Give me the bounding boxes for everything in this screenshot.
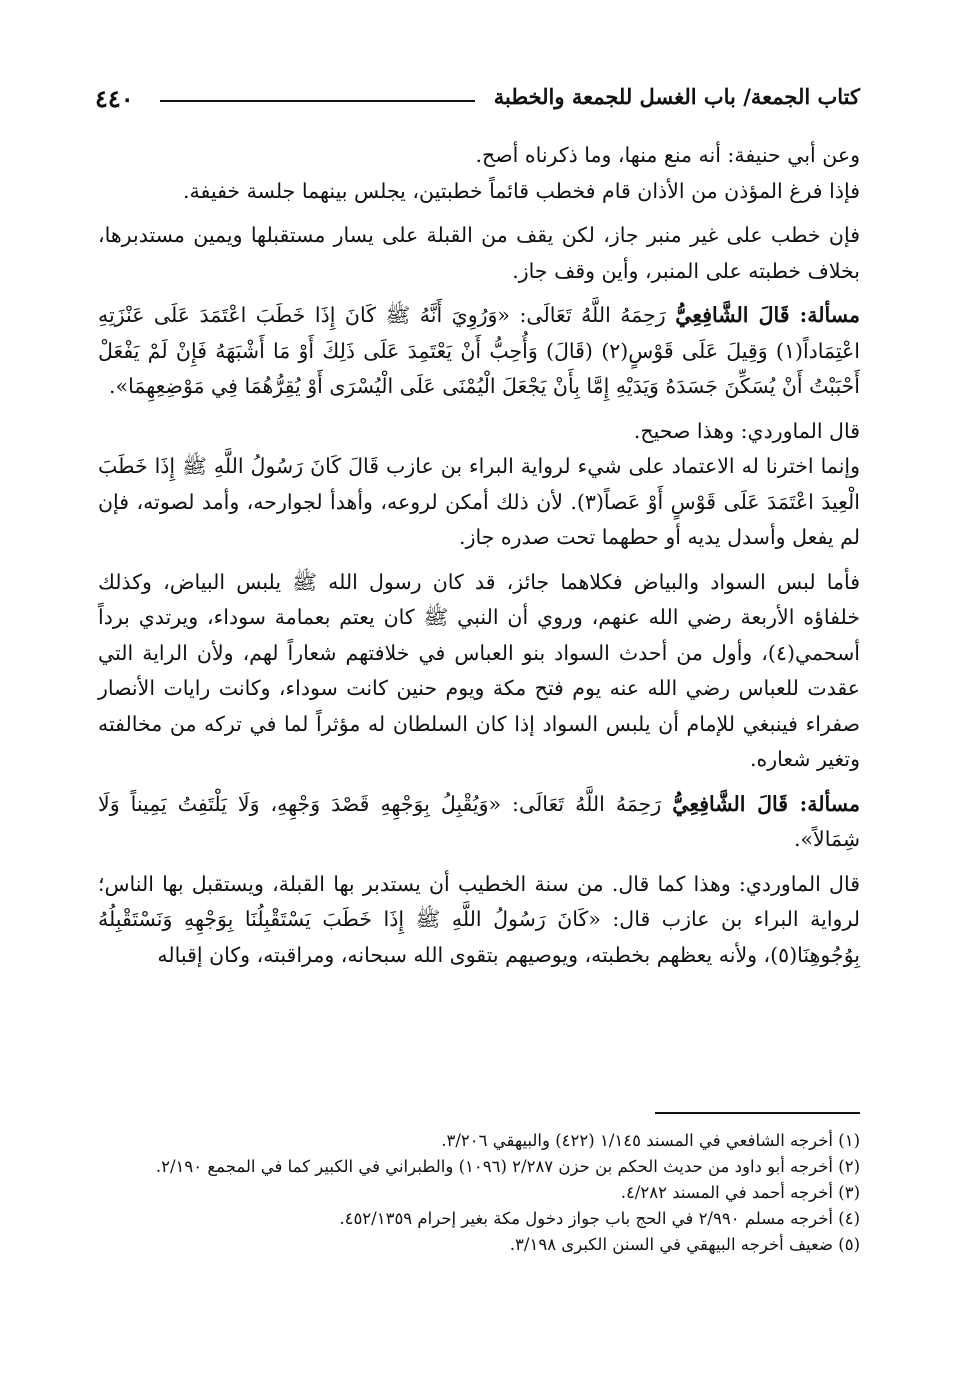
paragraph: قال الماوردي: وهذا صحيح. <box>633 418 860 443</box>
paragraph: قال الماوردي: وهذا كما قال. من سنة الخطيب أن يستدبر بها القبلة، ويستقبل بها الناس؛ لرواية البراء بن عازب قال: «كَانَ رَسُولُ اللَّهِ ﷺ إِذَا خَطَبَ يَسْتَقْبِلُنَا بِوَجْهِهِ وَنَسْتَقْبِلُهُ بِوُجُوهِنَا(٥)، ولأنه يعظهم بخطبته، ويوصيهم بتقوى الله سبحانه، ومراقبته، وكان إقباله <box>98 871 860 967</box>
masala-text: رَحِمَهُ اللَّهُ تَعَالَى: «وَرُوِيَ أَنَّهُ ﷺ كَانَ إِذَا خَطَبَ اعْتَمَدَ عَلَى عَنْزَتِهِ اعْتِمَاداً(١) وَقِيلَ عَلَى قَوْسٍ(٢) (قَالَ) وَأُحِبُّ أَنْ يَعْتَمِدَ عَلَى ذَلِكَ أَوْ مَا أَشْبَهَهُ فَإِنْ لَمْ يَفْعَلْ أَحْبَبْتُ أَنْ يُسَكِّنَ جَسَدَهُ وَيَدَيْهِ إِمَّا بِأَنْ يَجْعَلَ الْيُمْنَى عَلَى الْيُسْرَى أَوْ يُقِرُّهُمَا فِي مَوْضِعِهِمَا». <box>98 303 860 398</box>
footnote: (٢) أخرجه أبو داود من حديث الحكم بن حزن ٢/٢٨٧ (١٠٩٦) والطبراني في الكبير كما في المجمع ٢/١٩٠. <box>155 1157 860 1176</box>
footnotes <box>118 1128 860 1258</box>
paragraph: فإذا فرغ المؤذن من الأذان قام فخطب قائماً خطبتين، يجلس بينهما جلسة خفيفة. <box>183 178 860 203</box>
main-text <box>98 138 860 973</box>
masala-text: رَحِمَهُ اللَّهُ تَعَالَى: «وَيُقْبِلُ بِوَجْهِهِ قَصْدَ وَجْهِهِ، وَلَا يَلْتَفِتُ يَمِيناً وَلَا شِمَالاً». <box>98 791 860 851</box>
header-rule <box>160 100 475 102</box>
footnote-separator <box>655 1112 860 1114</box>
masala-lead: مسألة: قَالَ الشَّافِعِيُّ <box>675 303 860 327</box>
paragraph: فأما لبس السواد والبياض فكلاهما جائز، قد كان رسول الله ﷺ يلبس البياض، وكذلك خلفاؤه الأربعة رضي الله عنهم، وروي أن النبي ﷺ كان يعتم بعمامة سوداء، ويرتدي برداً أسحمي(٤)، وأول من أحدث السواد بنو العباس في خلافتهم شعاراً لهم، ولأن الراية التي عقدت للعباس رضي الله عنه يوم فتح مكة ويوم حنين كانت سوداء، وكانت رايات الأنصار صفراء فينبغي للإمام أن يلبس السواد إذا كان السلطان له مؤثراً لما في تركه من مخالفته وتغير شعاره. <box>98 569 860 771</box>
footnote: (١) أخرجه الشافعي في المسند ١/١٤٥ (٤٢٢) والبيهقي ٣/٢٠٦. <box>441 1131 860 1150</box>
paragraph: وإنما اخترنا له الاعتماد على شيء لرواية البراء بن عازب قَالَ كَانَ رَسُولُ اللَّهِ ﷺ إِذَا خَطَبَ الْعِيدَ اعْتَمَدَ عَلَى قَوْسٍ أَوْ عَصاً(٣). لأن ذلك أمكن لروعه، وأهدأ لجوارحه، وأمد لصوته، فإن لم يفعل وأسدل يديه أو حطهما تحت صدره جاز. <box>98 454 860 549</box>
masala-lead: مسألة: قَالَ الشَّافِعِيُّ <box>672 791 860 816</box>
masala-paragraph <box>98 298 860 405</box>
footnote: (٣) أخرجه أحمد في المسند ٤/٢٨٢. <box>620 1183 860 1202</box>
paragraph: وعن أبي حنيفة: أنه منع منها، وما ذكرناه أصح. <box>475 143 860 167</box>
footnote: (٤) أخرجه مسلم ٢/٩٩٠ في الحج باب جواز دخول مكة بغير إحرام ٤٥٢/١٣٥٩. <box>339 1209 860 1228</box>
masala-paragraph <box>98 787 860 858</box>
paragraph: فإن خطب على غير منبر جاز، لكن يقف من القبلة على يسار مستقبلها ويمين مستدبرها، بخلاف خطبته على المنبر، وأين وقف جاز. <box>98 223 860 283</box>
footnote: (٥) ضعيف أخرجه البيهقي في السنن الكبرى ٣/١٩٨. <box>509 1235 860 1254</box>
page-number: ٤٤٠ <box>95 84 134 113</box>
chapter-title: كتاب الجمعة/ باب الغسل للجمعة والخطبة <box>493 84 860 109</box>
running-header <box>95 82 860 120</box>
